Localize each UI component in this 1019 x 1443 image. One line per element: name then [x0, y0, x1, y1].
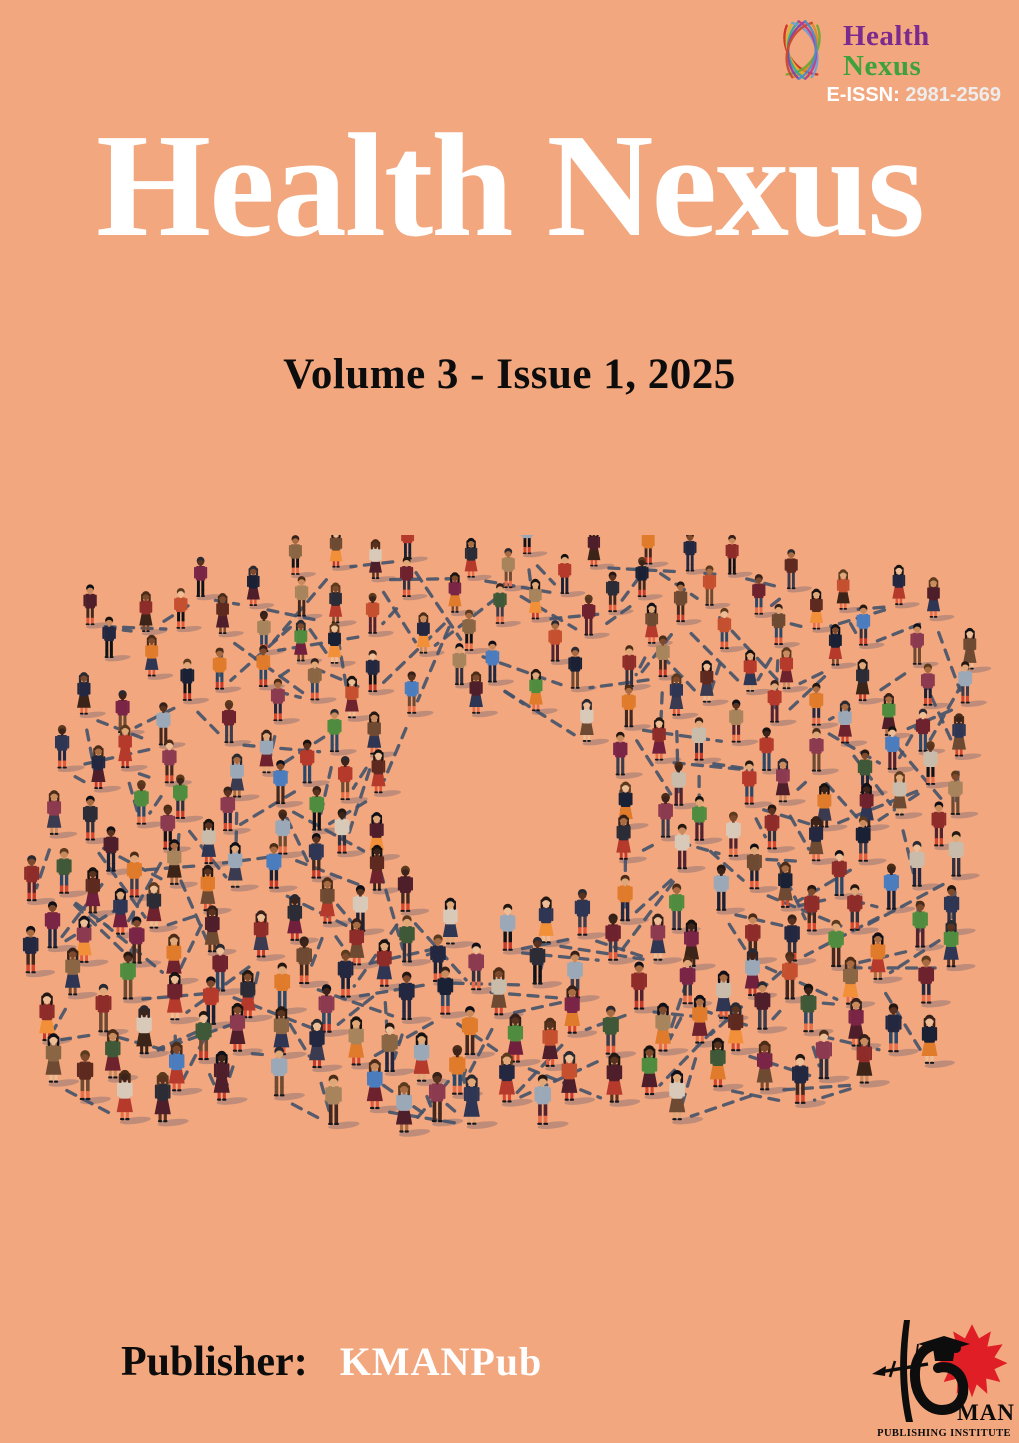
journal-title: Health Nexus — [96, 104, 923, 268]
issue-line: Volume 3 - Issue 1, 2025 — [283, 351, 736, 398]
pen-arrow-head — [872, 1366, 886, 1376]
brand-oval-icon — [767, 18, 837, 82]
brand-word-nexus: Nexus — [843, 49, 922, 82]
kman-man-text: MAN — [957, 1400, 1015, 1425]
publisher-name: KMANPub — [339, 1339, 543, 1384]
brand-block — [765, 14, 1005, 110]
graduation-cap-base — [933, 1348, 955, 1361]
kman-publishing-logo — [870, 1316, 1018, 1440]
tassel-knob — [914, 1358, 918, 1362]
eissn-value: 2981-2569 — [905, 84, 1001, 106]
crowd-illustration — [0, 535, 1019, 1160]
brand-wordmark — [843, 22, 930, 81]
publisher-row — [121, 1338, 542, 1386]
eissn-label: E-ISSN: — [826, 84, 900, 106]
brand-word-health: Health — [843, 20, 930, 52]
kman-institute-text: PUBLISHING INSTITUTE — [877, 1428, 1011, 1439]
publisher-label: Publisher: — [121, 1339, 308, 1385]
